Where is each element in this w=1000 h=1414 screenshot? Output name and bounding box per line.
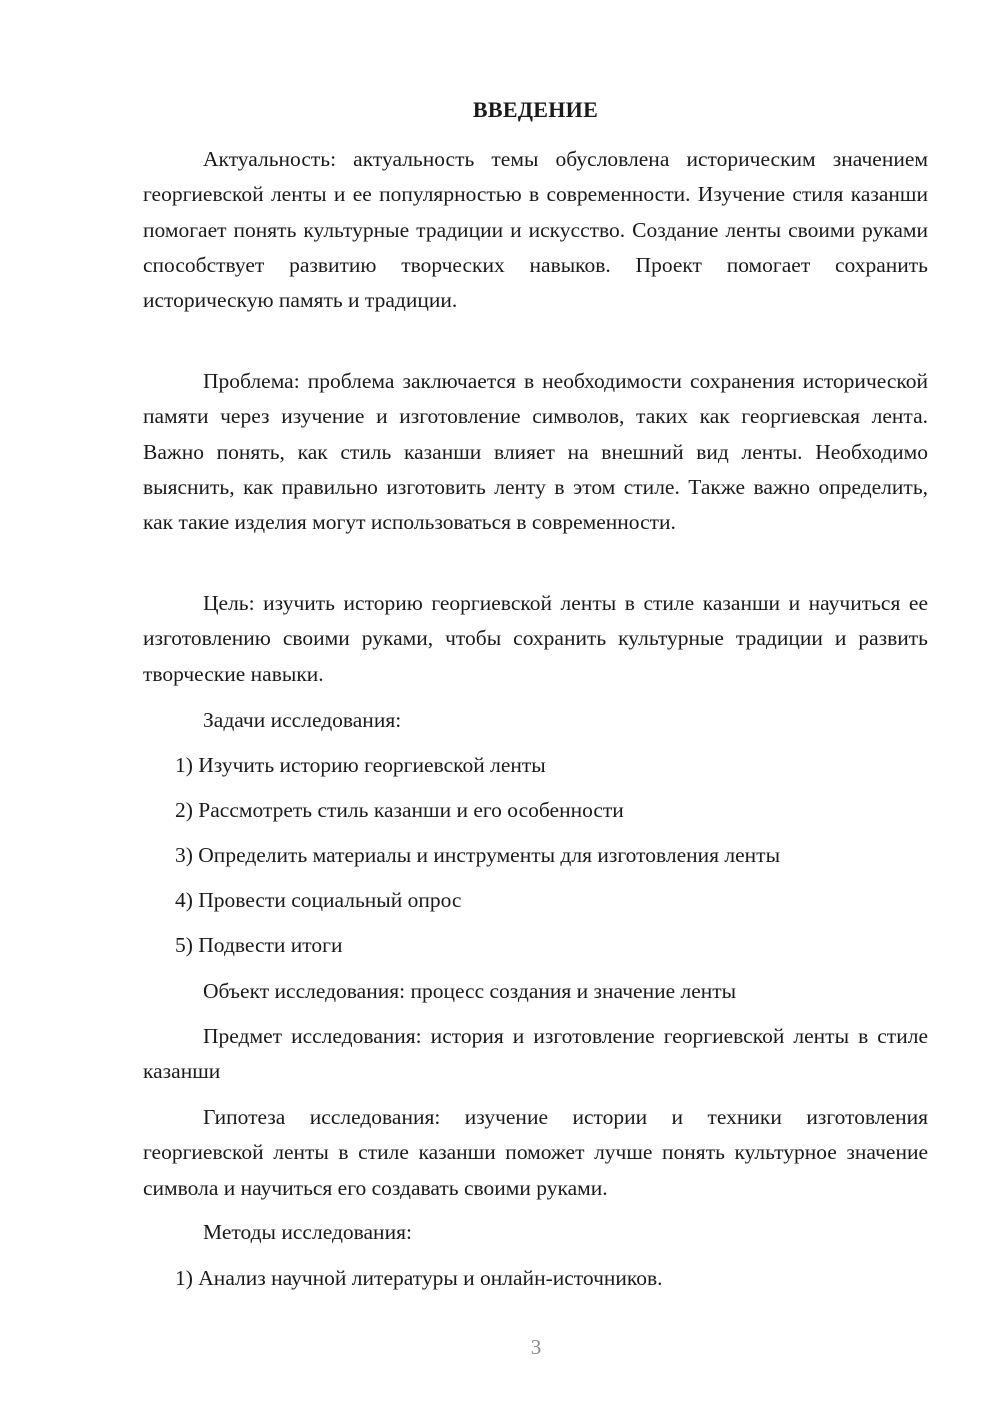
goal-paragraph: Цель: изучить историю георгиевской ленты в стиле казанши и научиться ее изготовлению своими руками, чтобы сохранить культурные традиции и развить творческие навыки. bbox=[143, 591, 928, 686]
task-item: 2) Рассмотреть стиль казанши и его особенности bbox=[175, 798, 624, 822]
methods-heading: Методы исследования: bbox=[203, 1220, 412, 1244]
page-number: 3 bbox=[530, 1335, 542, 1359]
page-title: ВВЕДЕНИЕ bbox=[472, 97, 599, 122]
object-paragraph: Объект исследования: процесс создания и значение ленты bbox=[203, 979, 737, 1003]
task-item: 5) Подвести итоги bbox=[175, 933, 343, 957]
tasks-heading: Задачи исследования: bbox=[203, 708, 402, 732]
problem-paragraph: Проблема: проблема заключается в необходимости сохранения исторической памяти через изучение и изготовление символов, таких как георгиевская лента. Важно понять, как стиль казанши влияет на внешний вид ленты. Необходимо выяснить, как правильно изготовить ленту в этом стиле. Также важно определить, как такие изделия могут использоваться в современности. bbox=[143, 369, 928, 535]
relevance-paragraph: Актуальность: актуальность темы обусловлена историческим значением георгиевской ленты и ее популярностью в современности. Изучение стиля казанши помогает понять культурные традиции и искусство. Создание ленты своими руками способствует развитию творческих навыков. Проект помогает сохранить историческую память и традиции. bbox=[143, 147, 928, 313]
task-item: 3) Определить материалы и инструменты для изготовления ленты bbox=[175, 843, 781, 867]
task-item: 4) Провести социальный опрос bbox=[175, 888, 462, 912]
hypothesis-paragraph: Гипотеза исследования: изучение истории и техники изготовления георгиевской ленты в стиле казанши поможет лучше понять культурное значение символа и научиться его создавать своими руками. bbox=[143, 1105, 928, 1200]
task-item: 1) Изучить историю георгиевской ленты bbox=[175, 753, 546, 777]
method-item: 1) Анализ научной литературы и онлайн-источников. bbox=[175, 1266, 663, 1290]
subject-paragraph: Предмет исследования: история и изготовление георгиевской ленты в стиле казанши bbox=[143, 1024, 928, 1084]
